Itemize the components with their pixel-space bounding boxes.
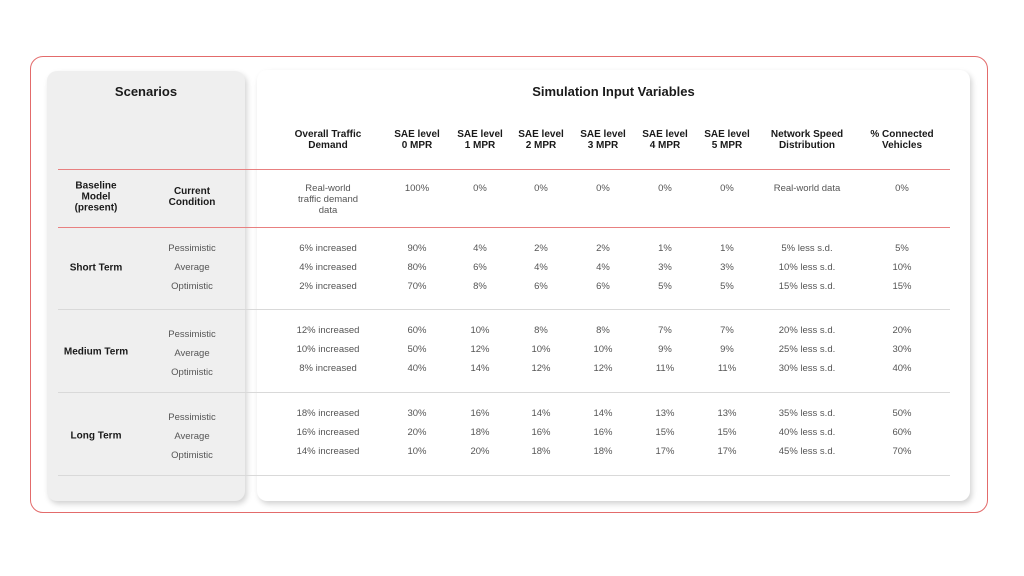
table-cell: 4% increased [299,262,357,273]
table-cell: 2% increased [299,281,357,292]
condition-label: Average [174,262,210,273]
baseline-cell: 100% [404,183,430,194]
variables-title: Simulation Input Variables [532,84,695,99]
table-cell: 40% less s.d. [778,427,836,438]
table-cell: 70% [892,446,912,457]
table-cell: 4% [596,262,610,273]
table-cell: 16% [470,408,490,419]
condition-label: Pessimistic [168,412,216,423]
table-cell: 4% [473,243,487,254]
table-cell: 8% [596,325,610,336]
table-cell: 12% [470,344,490,355]
table-cell: 20% [892,325,912,336]
table-cell: 17% [717,446,737,457]
table-cell: 18% [593,446,613,457]
baseline-label: Baseline Model (present) [74,180,118,214]
table-cell: 12% [593,363,613,374]
table-cell: 4% [534,262,548,273]
table-cell: 14% increased [296,446,360,457]
table-cell: 2% [596,243,610,254]
column-header: Network Speed Distribution [770,129,844,151]
column-header: % Connected Vehicles [870,129,934,151]
condition-label: Average [174,431,210,442]
table-cell: 12% increased [296,325,360,336]
table-cell: 8% increased [299,363,357,374]
table-cell: 5% [658,281,672,292]
baseline-cell: 0% [720,183,734,194]
table-cell: 18% [531,446,551,457]
column-header: SAE level 5 MPR [704,129,750,151]
header-divider [58,169,950,170]
table-cell: 90% [407,243,427,254]
table-cell: 70% [407,281,427,292]
column-header: SAE level 1 MPR [457,129,503,151]
condition-label: Pessimistic [168,329,216,340]
baseline-cell: 0% [658,183,672,194]
condition-label: Optimistic [171,281,213,292]
column-header: SAE level 0 MPR [394,129,440,151]
table-cell: 60% [892,427,912,438]
table-cell: 9% [720,344,734,355]
table-cell: 10% [892,262,912,273]
table-cell: 8% [534,325,548,336]
table-cell: 10% less s.d. [778,262,836,273]
table-cell: 7% [720,325,734,336]
table-cell: 15% [655,427,675,438]
medium-term-divider [58,392,950,393]
table-cell: 25% less s.d. [778,344,836,355]
table-cell: 50% [892,408,912,419]
table-cell: 40% [892,363,912,374]
table-cell: 2% [534,243,548,254]
table-cell: 1% [658,243,672,254]
table-cell: 6% increased [299,243,357,254]
table-cell: 11% [655,363,675,374]
table-cell: 35% less s.d. [778,408,836,419]
table-cell: 9% [658,344,672,355]
table-cell: 45% less s.d. [778,446,836,457]
table-cell: 30% less s.d. [778,363,836,374]
table-cell: 18% [470,427,490,438]
table-cell: 10% [407,446,427,457]
table-cell: 60% [407,325,427,336]
table-cell: 30% [892,344,912,355]
column-header: SAE level 3 MPR [580,129,626,151]
group-label: Short Term [69,262,123,274]
table-cell: 3% [658,262,672,273]
table-cell: 15% [717,427,737,438]
condition-label: Optimistic [171,367,213,378]
table-cell: 5% less s.d. [781,243,833,254]
table-cell: 15% [892,281,912,292]
table-cell: 11% [717,363,737,374]
baseline-cell: Real-world data [773,183,841,194]
table-cell: 6% [596,281,610,292]
condition-label: Average [174,348,210,359]
baseline-divider [58,227,950,228]
table-cell: 7% [658,325,672,336]
long-term-divider [58,475,950,476]
table-cell: 15% less s.d. [778,281,836,292]
table-cell: 20% [470,446,490,457]
table-cell: 16% increased [296,427,360,438]
short-term-divider [58,309,950,310]
condition-label: Pessimistic [168,243,216,254]
scenarios-title: Scenarios [114,84,178,99]
table-cell: 1% [720,243,734,254]
table-cell: 13% [655,408,675,419]
baseline-cell: 0% [473,183,487,194]
table-cell: 14% [470,363,490,374]
table-cell: 16% [593,427,613,438]
table-cell: 20% [407,427,427,438]
table-cell: 14% [531,408,551,419]
column-header: Overall Traffic Demand [294,129,362,151]
table-cell: 14% [593,408,613,419]
baseline-cell: 0% [534,183,548,194]
group-label: Long Term [70,430,122,442]
condition-label: Optimistic [171,450,213,461]
table-cell: 17% [655,446,675,457]
table-cell: 6% [473,262,487,273]
table-cell: 10% [470,325,490,336]
table-cell: 30% [407,408,427,419]
table-cell: 50% [407,344,427,355]
baseline-cell: 0% [895,183,909,194]
baseline-condition: Current Condition [168,186,216,208]
table-cell: 10% [531,344,551,355]
baseline-cell: Real-world traffic demand data [297,183,359,216]
column-header: SAE level 2 MPR [518,129,564,151]
table-cell: 20% less s.d. [778,325,836,336]
table-cell: 40% [407,363,427,374]
table-cell: 12% [531,363,551,374]
table-cell: 18% increased [296,408,360,419]
table-cell: 80% [407,262,427,273]
group-label: Medium Term [63,346,129,358]
table-cell: 10% [593,344,613,355]
table-cell: 10% increased [296,344,360,355]
baseline-cell: 0% [596,183,610,194]
table-cell: 5% [895,243,909,254]
table-cell: 8% [473,281,487,292]
table-cell: 6% [534,281,548,292]
table-cell: 13% [717,408,737,419]
table-cell: 3% [720,262,734,273]
table-cell: 16% [531,427,551,438]
column-header: SAE level 4 MPR [642,129,688,151]
table-cell: 5% [720,281,734,292]
